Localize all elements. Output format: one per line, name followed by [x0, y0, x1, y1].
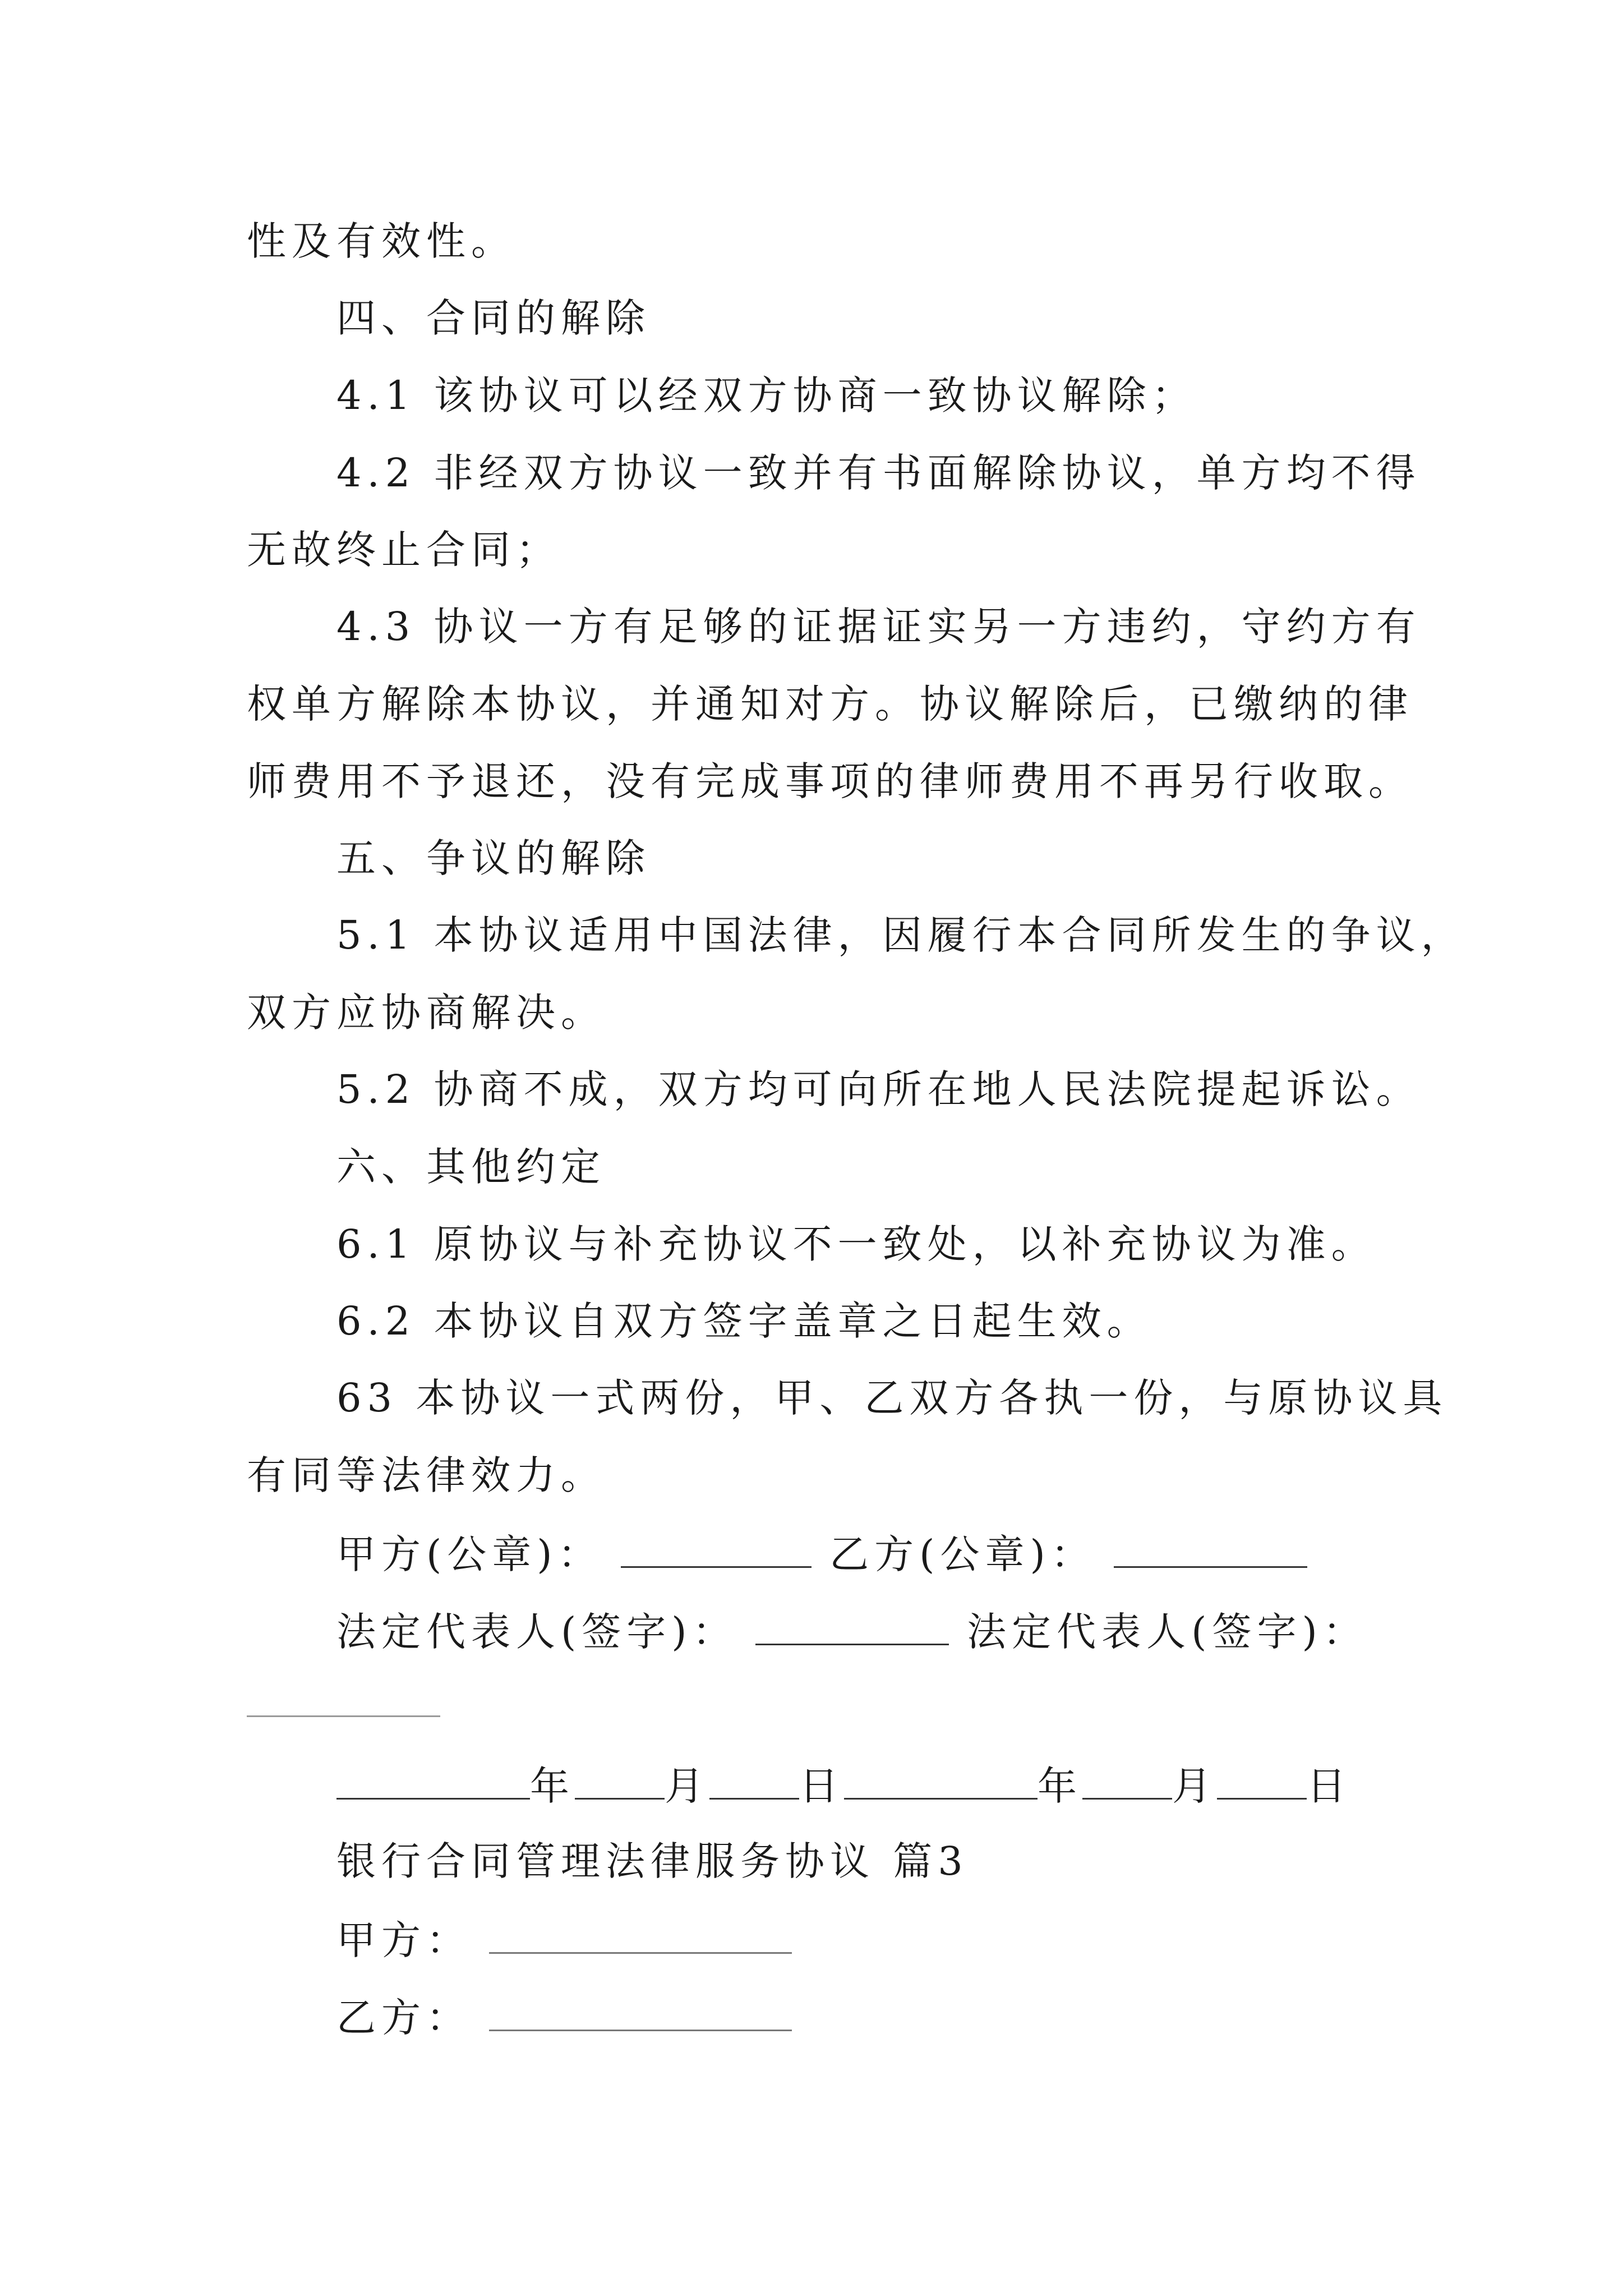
clause-line: 4.3 协议一方有足够的证据证实另一方违约，守约方有: [336, 604, 1421, 650]
year-b-blank: [844, 1764, 1038, 1800]
day-a-blank: [709, 1764, 799, 1800]
section-heading: 五、争议的解除: [336, 835, 651, 881]
year-a-label: 年: [530, 1763, 575, 1809]
rep-b-label: 法定代表人(签字)：: [967, 1609, 1368, 1655]
section-title: 银行合同管理法律服务协议 篇3: [336, 1838, 969, 1884]
clause-line: 5.2 协商不成，双方均可向所在地人民法院提起诉讼。: [336, 1066, 1421, 1112]
party-a-row: [336, 1917, 792, 1963]
party-a-label: 甲方：: [336, 1917, 471, 1963]
party-b-seal-label: 乙方(公章)：: [829, 1531, 1096, 1577]
clause-line: 6.2 本协议自双方签字盖章之日起生效。: [336, 1298, 1152, 1344]
continuation-rule: [247, 1715, 440, 1717]
party-b-row: [336, 1995, 792, 2041]
party-a-seal-blank: [621, 1533, 811, 1568]
year-b-label: 年: [1038, 1763, 1082, 1809]
day-b-blank: [1217, 1764, 1307, 1800]
year-a-blank: [336, 1764, 530, 1800]
date-row: [336, 1763, 1352, 1809]
month-a-label: 月: [665, 1763, 709, 1809]
month-a-blank: [575, 1764, 665, 1800]
paragraph-line: 有同等法律效力。: [247, 1452, 606, 1498]
month-b-label: 月: [1172, 1763, 1217, 1809]
clause-line: 6.1 原协议与补充协议不一致处，以补充协议为准。: [336, 1221, 1376, 1267]
party-b-seal-blank: [1114, 1533, 1307, 1568]
day-b-label: 日: [1307, 1763, 1352, 1809]
seal-signature-row: [336, 1531, 1307, 1577]
paragraph-line: 性及有效性。: [247, 218, 516, 264]
section-heading: 六、其他约定: [336, 1144, 606, 1190]
clause-line: 63 本协议一式两份，甲、乙双方各执一份，与原协议具: [336, 1375, 1448, 1421]
rep-a-label: 法定代表人(签字)：: [336, 1609, 737, 1655]
party-b-blank: [489, 1996, 792, 2031]
month-b-blank: [1082, 1764, 1172, 1800]
clause-line: 5.1 本协议适用中国法律，因履行本合同所发生的争议，: [336, 912, 1466, 958]
section-heading: 四、合同的解除: [336, 295, 651, 341]
paragraph-line: 无故终止合同；: [247, 527, 561, 573]
party-a-seal-label: 甲方(公章)：: [336, 1531, 603, 1577]
paragraph-line: 师费用不予退还，没有完成事项的律师费用不再另行收取。: [247, 758, 1413, 804]
day-a-label: 日: [799, 1763, 844, 1809]
rep-a-blank: [755, 1610, 949, 1645]
paragraph-line: 双方应协商解决。: [247, 990, 606, 1036]
party-a-blank: [489, 1918, 792, 1954]
paragraph-line: 权单方解除本协议，并通知对方。协议解除后，已缴纳的律: [247, 681, 1413, 727]
clause-line: 4.2 非经双方协议一致并有书面解除协议，单方均不得: [336, 450, 1421, 496]
party-b-label: 乙方：: [336, 1995, 471, 2041]
clause-line: 4.1 该协议可以经双方协商一致协议解除；: [336, 372, 1197, 418]
representative-signature-row: [336, 1609, 1368, 1655]
